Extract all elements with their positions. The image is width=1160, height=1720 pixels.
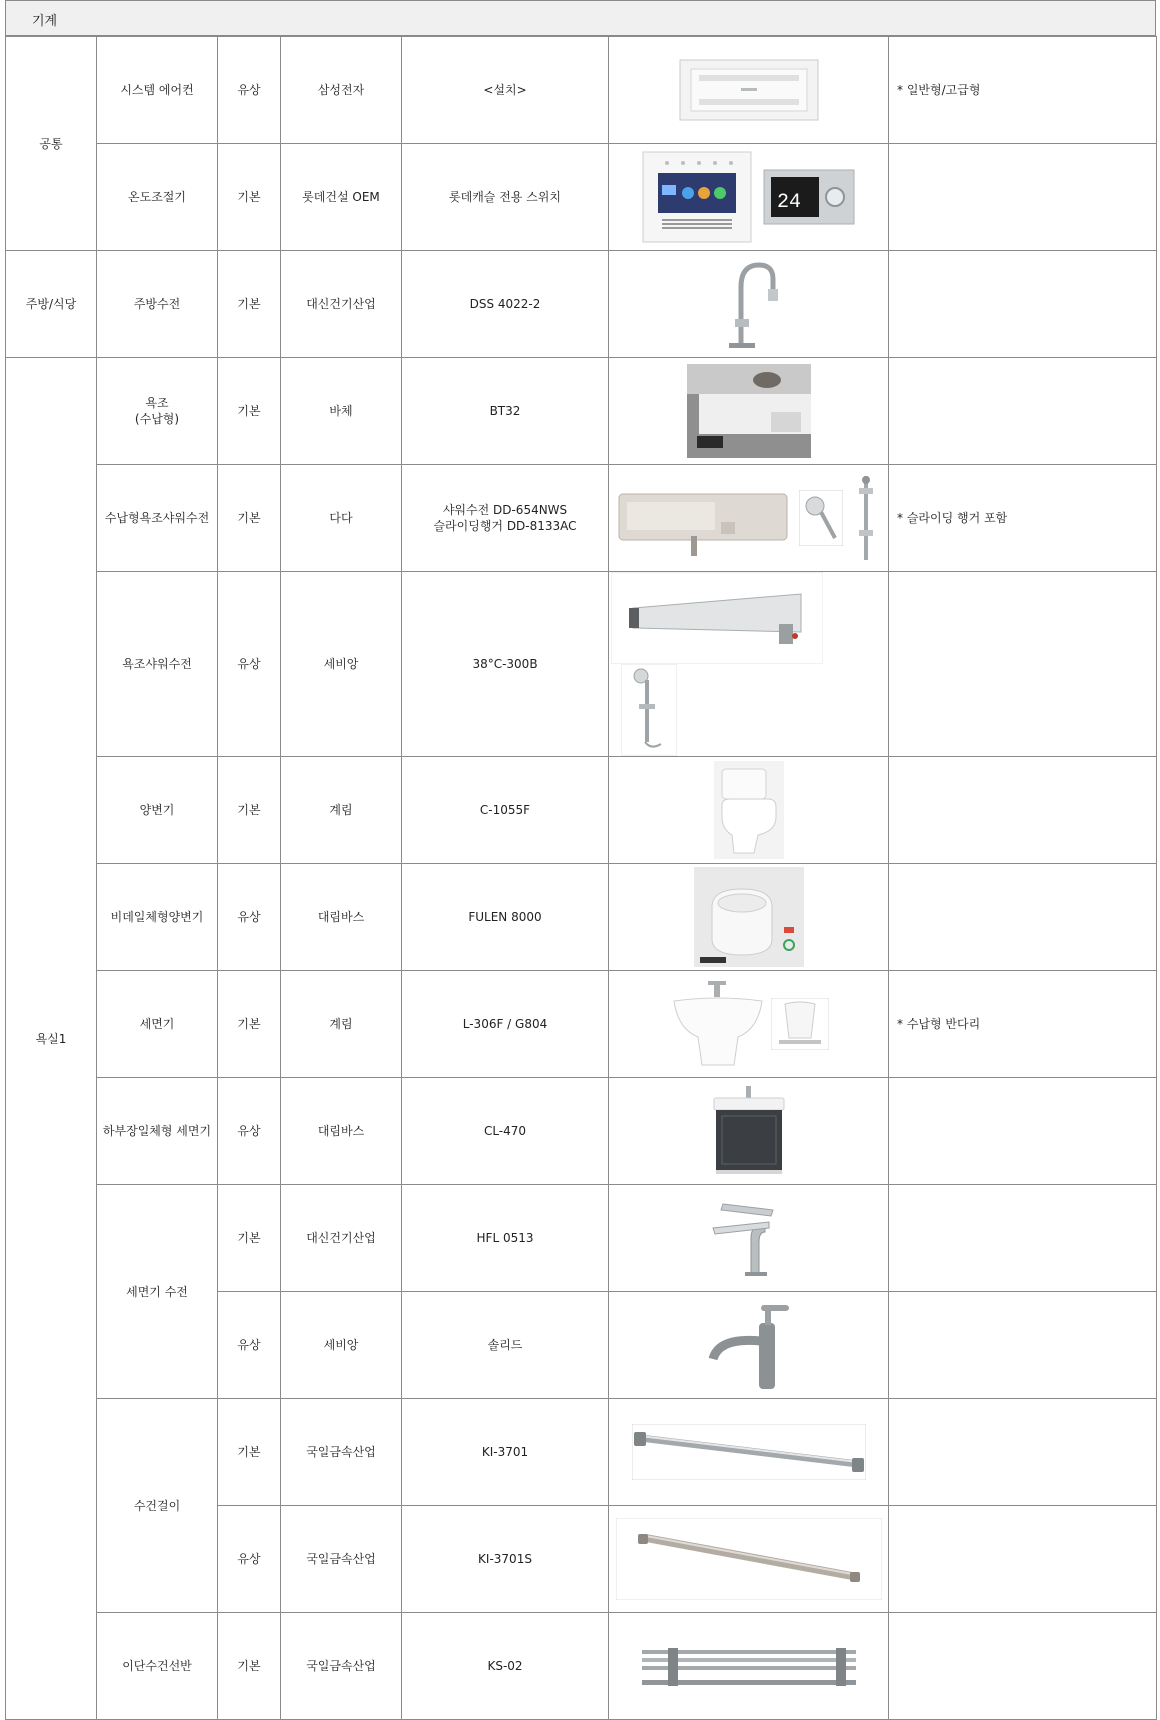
type-cell: 유상: [218, 1506, 281, 1613]
model-cell: KI-3701S: [402, 1506, 609, 1613]
model-cell: KI-3701: [402, 1399, 609, 1506]
maker-cell: 국일금속산업: [281, 1613, 402, 1720]
model-cell: BT32: [402, 358, 609, 465]
model-cell: 솔리드: [402, 1292, 609, 1399]
item-cell: 욕조샤워수전: [97, 572, 218, 757]
model-cell: CL-470: [402, 1078, 609, 1185]
type-cell: 기본: [218, 358, 281, 465]
table-row: [6, 971, 1157, 1078]
type-cell: 기본: [218, 144, 281, 251]
type-cell: 기본: [218, 1613, 281, 1720]
image-cell: [609, 864, 889, 971]
maker-cell: 롯데건설 OEM: [281, 144, 402, 251]
maker-cell: 삼성전자: [281, 37, 402, 144]
hand-shower-icon: [799, 490, 843, 546]
image-cell: [609, 465, 889, 572]
image-cell: [609, 1613, 889, 1720]
item-cell: 비데일체형양변기: [97, 864, 218, 971]
maker-cell: 대신건기산업: [281, 1185, 402, 1292]
maker-cell: 다다: [281, 465, 402, 572]
item-cell: 온도조절기: [97, 144, 218, 251]
table-row: [6, 572, 1157, 757]
section-header: [5, 0, 1156, 36]
shower-set-icon: [621, 664, 677, 756]
equipment-table: [5, 36, 1157, 1720]
model-cell: 롯데캐슬 전용 스위치: [402, 144, 609, 251]
half-pedestal-icon: [771, 998, 829, 1050]
group-cell: 욕실1: [6, 358, 97, 1720]
type-cell: 기본: [218, 757, 281, 864]
note-cell: [889, 864, 1157, 971]
group-cell: 주방/식당: [6, 251, 97, 358]
maker-cell: 세비앙: [281, 1292, 402, 1399]
model-cell: 38°C-300B: [402, 572, 609, 757]
thermostat-touch-panel-icon: [642, 151, 752, 243]
towel-shelf-icon: [638, 1640, 860, 1692]
note-cell: [889, 572, 1157, 757]
type-cell: 유상: [218, 1292, 281, 1399]
table-row: [6, 757, 1157, 864]
model-cell: DSS 4022-2: [402, 251, 609, 358]
bathtub-icon: [687, 364, 811, 458]
maker-cell: 대림바스: [281, 864, 402, 971]
type-cell: 유상: [218, 37, 281, 144]
note-cell: [889, 144, 1157, 251]
model-cell: KS-02: [402, 1613, 609, 1720]
type-cell: 유상: [218, 572, 281, 757]
image-cell: [609, 757, 889, 864]
item-cell: 세면기: [97, 971, 218, 1078]
table-row: [6, 1185, 1157, 1292]
model-cell: C-1055F: [402, 757, 609, 864]
thermostatic-mixer-icon: [611, 572, 823, 664]
maker-cell: 국일금속산업: [281, 1399, 402, 1506]
ceiling-air-conditioner-icon: [679, 59, 819, 121]
image-cell: [609, 1078, 889, 1185]
table-row: [6, 1078, 1157, 1185]
note-cell: [889, 1185, 1157, 1292]
maker-cell: 계림: [281, 971, 402, 1078]
section-title: 기계: [32, 14, 58, 29]
image-cell: [609, 1506, 889, 1613]
toilet-icon: [714, 761, 784, 859]
image-cell: [609, 358, 889, 465]
image-cell: [609, 572, 889, 757]
maker-cell: 계림: [281, 757, 402, 864]
basin-faucet-icon: [703, 1198, 795, 1278]
vanity-basin-icon: [706, 1082, 792, 1180]
type-cell: 유상: [218, 864, 281, 971]
item-cell: 주방수전: [97, 251, 218, 358]
item-cell: 욕조 (수납형): [97, 358, 218, 465]
maker-cell: 세비앙: [281, 572, 402, 757]
basin-faucet-round-icon: [689, 1297, 809, 1393]
image-cell: [609, 1185, 889, 1292]
table-row: [6, 465, 1157, 572]
table-row: [6, 1399, 1157, 1506]
smart-toilet-icon: [694, 867, 804, 967]
maker-cell: 대신건기산업: [281, 251, 402, 358]
table-row: [6, 864, 1157, 971]
note-cell: [889, 1292, 1157, 1399]
table-row: [6, 144, 1157, 251]
note-cell: [889, 251, 1157, 358]
towel-bar-icon: [632, 1424, 866, 1480]
note-cell: [889, 1613, 1157, 1720]
maker-cell: 대림바스: [281, 1078, 402, 1185]
type-cell: 유상: [218, 1078, 281, 1185]
group-cell: 공통: [6, 37, 97, 251]
model-cell: HFL 0513: [402, 1185, 609, 1292]
image-cell: [609, 251, 889, 358]
item-cell: 수건걸이: [97, 1399, 218, 1613]
shower-mixer-shelf-icon: [611, 472, 793, 564]
image-cell: [609, 1399, 889, 1506]
item-cell: 수납형욕조샤워수전: [97, 465, 218, 572]
note-cell: * 일반형/고급형: [889, 37, 1157, 144]
maker-cell: 바체: [281, 358, 402, 465]
model-cell: <설치>: [402, 37, 609, 144]
thermostat-digital-icon: [763, 169, 855, 225]
table-row: [6, 251, 1157, 358]
table-row: [6, 1613, 1157, 1720]
maker-cell: 국일금속산업: [281, 1506, 402, 1613]
model-cell: FULEN 8000: [402, 864, 609, 971]
item-cell: 하부장일체형 세면기: [97, 1078, 218, 1185]
model-cell: L-306F / G804: [402, 971, 609, 1078]
image-cell: [609, 144, 889, 251]
type-cell: 기본: [218, 465, 281, 572]
item-cell: 세면기 수전: [97, 1185, 218, 1399]
model-cell: 샤워수전 DD-654NWS 슬라이딩행거 DD-8133AC: [402, 465, 609, 572]
thermostat-readout: 24: [777, 191, 802, 214]
item-cell: 양변기: [97, 757, 218, 864]
note-cell: [889, 358, 1157, 465]
wash-basin-icon: [668, 977, 768, 1071]
kitchen-faucet-icon: [713, 257, 785, 351]
image-cell: [609, 1292, 889, 1399]
sliding-bar-icon: [849, 472, 883, 564]
image-cell: [609, 971, 889, 1078]
note-cell: * 슬라이딩 행거 포함: [889, 465, 1157, 572]
type-cell: 기본: [218, 971, 281, 1078]
table-row: [6, 358, 1157, 465]
type-cell: 기본: [218, 1185, 281, 1292]
note-cell: * 수납형 반다리: [889, 971, 1157, 1078]
note-cell: [889, 1078, 1157, 1185]
image-cell: [609, 37, 889, 144]
note-cell: [889, 757, 1157, 864]
note-cell: [889, 1506, 1157, 1613]
table-row: [6, 37, 1157, 144]
type-cell: 기본: [218, 251, 281, 358]
item-cell: 시스템 에어컨: [97, 37, 218, 144]
type-cell: 기본: [218, 1399, 281, 1506]
towel-bar-satin-icon: [616, 1518, 882, 1600]
item-cell: 이단수건선반: [97, 1613, 218, 1720]
note-cell: [889, 1399, 1157, 1506]
